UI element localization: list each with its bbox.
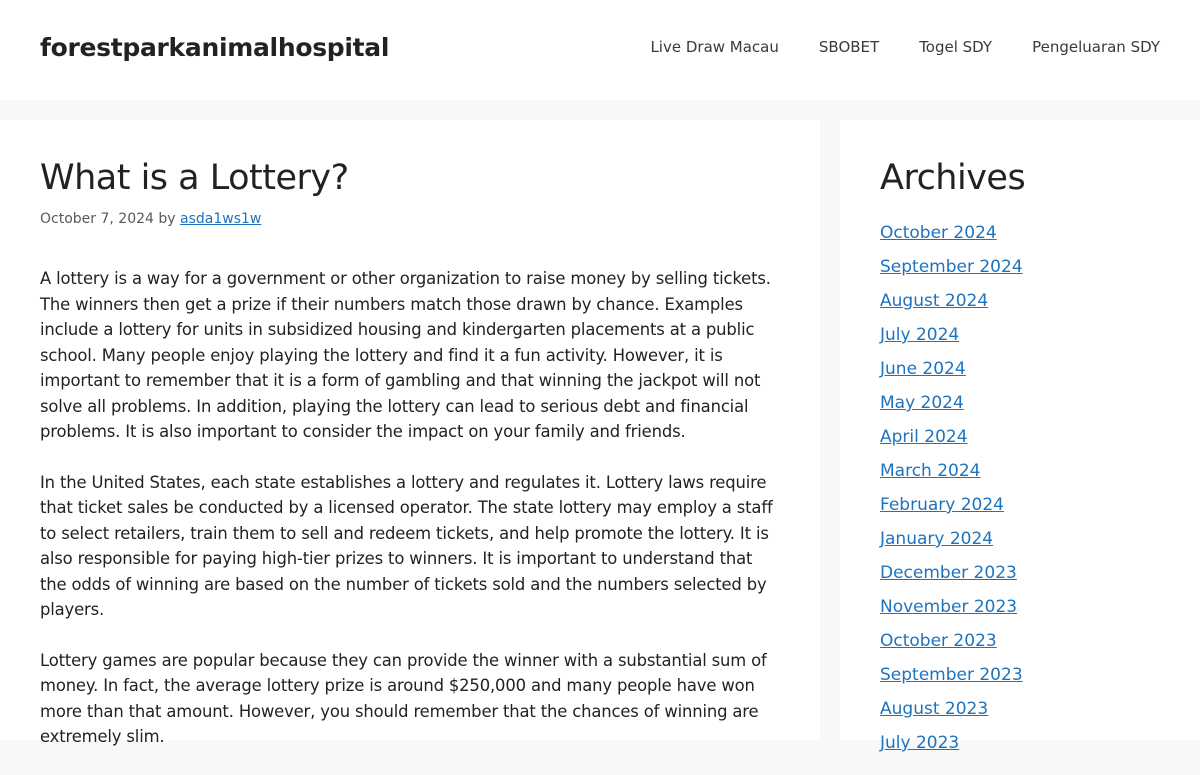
archive-item — [880, 495, 1023, 529]
archive-link[interactable]: May 2024 — [880, 393, 964, 413]
main-content — [0, 120, 820, 746]
archive-item — [880, 427, 1023, 461]
archive-item — [880, 665, 1023, 699]
archive-item — [880, 529, 1023, 563]
nav-item-sbobet[interactable]: SBOBET — [818, 38, 880, 56]
archive-item — [880, 359, 1023, 393]
archive-link[interactable]: August 2023 — [880, 699, 989, 719]
archive-link[interactable]: December 2023 — [880, 563, 1017, 583]
archive-item — [880, 325, 1023, 359]
nav-item-pengeluaran-sdy[interactable]: Pengeluaran SDY — [1032, 38, 1160, 56]
sidebar — [840, 120, 1200, 753]
archive-link[interactable]: February 2024 — [880, 495, 1004, 515]
archive-link[interactable]: July 2023 — [880, 733, 960, 753]
article-meta — [40, 211, 261, 227]
archive-item — [880, 223, 1023, 257]
archive-link[interactable]: October 2023 — [880, 631, 997, 651]
archives-list — [880, 223, 1023, 767]
archive-link[interactable]: November 2023 — [880, 597, 1018, 617]
archive-item — [880, 393, 1023, 427]
archive-item — [880, 597, 1023, 631]
nav-item-live-draw-macau[interactable]: Live Draw Macau — [650, 38, 779, 56]
archive-item — [880, 461, 1023, 495]
main-navigation — [650, 38, 1160, 56]
author-link[interactable]: asda1ws1w — [180, 211, 262, 227]
archive-item — [880, 563, 1023, 597]
archive-link[interactable]: September 2023 — [880, 665, 1023, 685]
archive-link[interactable]: June 2024 — [880, 359, 966, 379]
article-body — [40, 266, 780, 775]
archive-link[interactable]: August 2024 — [880, 291, 989, 311]
article-date[interactable]: October 7, 2024 — [40, 211, 154, 227]
site-header — [0, 0, 1200, 100]
archives-title: Archives — [880, 158, 1026, 198]
archive-link[interactable]: January 2024 — [880, 529, 994, 549]
archive-item — [880, 291, 1023, 325]
article-paragraph: Lottery games are popular because they can provide the winner with a substantial sum of money. In fact, the average lottery prize is around $250,000 and many people have won more than that amount. However, you should remember that the chances of winning are extremely slim. — [40, 650, 767, 746]
article-title: What is a Lottery? — [40, 158, 349, 198]
article-paragraph: In the United States, each state establishes a lottery and regulates it. Lottery laws require that ticket sales be conducted by a licensed operator. The state lottery may employ a staff to select retailers, train them to sell and redeem tickets, and help promote the lottery. It is also responsible for paying high-tier prizes to winners. It is important to understand that the odds of winning are based on the number of tickets sold and the numbers selected by players. — [40, 472, 773, 619]
archive-link[interactable]: March 2024 — [880, 461, 981, 481]
nav-item-togel-sdy[interactable]: Togel SDY — [919, 38, 993, 56]
archive-item — [880, 631, 1023, 665]
archive-item — [880, 699, 1023, 733]
archive-link[interactable]: April 2024 — [880, 427, 968, 447]
archive-item — [880, 733, 1023, 767]
archive-link[interactable]: July 2024 — [880, 325, 960, 345]
article-by-label: by — [158, 211, 176, 227]
archive-item — [880, 257, 1023, 291]
site-title[interactable]: forestparkanimalhospital — [40, 33, 390, 62]
archive-link[interactable]: October 2024 — [880, 223, 997, 243]
archive-link[interactable]: September 2024 — [880, 257, 1023, 277]
article-paragraph: A lottery is a way for a government or other organization to raise money by selling tickets. The winners then get a prize if their numbers match those drawn by chance. Examples include a lottery for units in subsidized housing and kindergarten placements at a public school. Many people enjoy playing the lottery and find it a fun activity. However, it is important to remember that it is a form of gambling and that winning the jackpot will not solve all problems. In addition, playing the lottery can lead to serious debt and financial problems. It is also important to consider the impact on your family and friends. — [40, 269, 771, 441]
